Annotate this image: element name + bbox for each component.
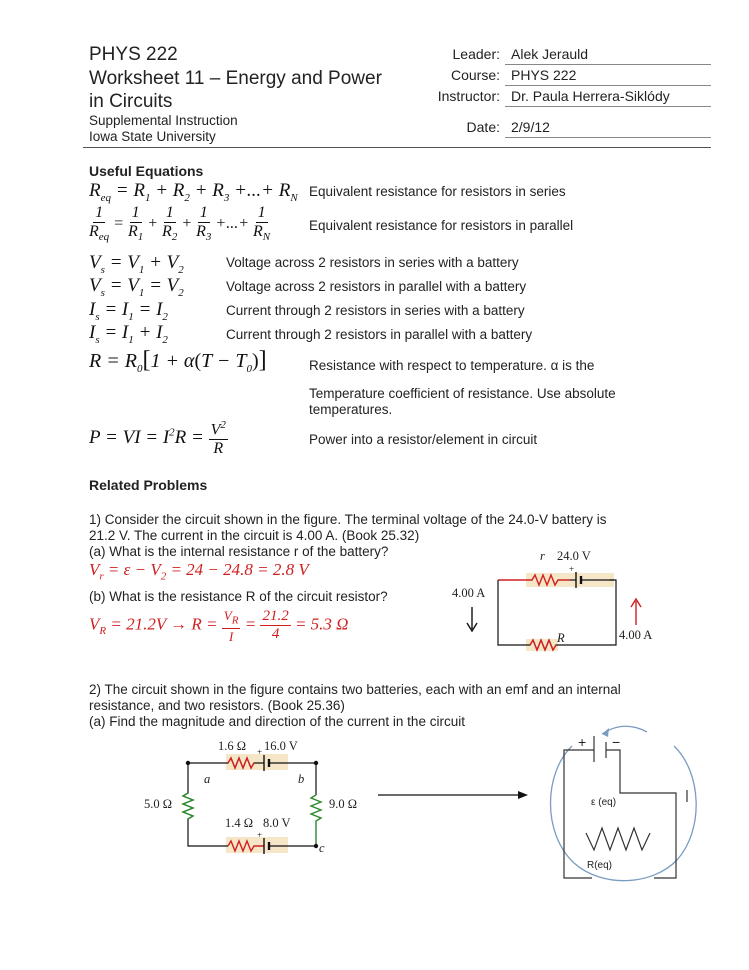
problem1-answer-b: $V_R = 21.2V \to R$ = $\frac{V_R}{I}$ = $\frac{21.2}{4}$ = 5.3 Ω bbox=[89, 608, 349, 644]
p2-fig-node-b: b bbox=[298, 772, 305, 786]
eq-desc-power: Power into a resistor/element in circuit bbox=[309, 432, 538, 447]
eq-desc-voltage-series: Voltage across 2 resistors in series with a battery bbox=[226, 255, 519, 270]
p1-fig-R-label: R bbox=[557, 631, 565, 645]
sketch-eps-eq: ε (eq) bbox=[591, 797, 617, 808]
eq-desc-voltage-parallel: Voltage across 2 resistors in parallel with a battery bbox=[226, 279, 527, 294]
course-value: PHYS 222 bbox=[511, 67, 577, 83]
worksheet-title-line1: Worksheet 11 – Energy and Power bbox=[89, 68, 382, 89]
date-value: 2/9/12 bbox=[511, 119, 550, 135]
problem1-line2: 21.2 V. The current in the circuit is 4.00 A. (Book 25.32) bbox=[89, 528, 420, 543]
problem1-part-b: (b) What is the resistance R of the circuit resistor? bbox=[89, 589, 388, 604]
p1-fig-current-left: 4.00 A bbox=[452, 586, 486, 600]
problem2-part-a: (a) Find the magnitude and direction of the current in the circuit bbox=[89, 714, 465, 729]
svg-text:+: + bbox=[257, 747, 263, 757]
sketch-r-eq: R(eq) bbox=[587, 860, 613, 871]
eq-desc-current-series: Current through 2 resistors in series with a battery bbox=[226, 303, 525, 318]
problem1-answer-a: $V_r = \varepsilon - V_2 = 24 - 24.8 = 2.8$ V bbox=[89, 560, 309, 583]
p2-fig-top-emf: 16.0 V bbox=[264, 739, 298, 753]
p1-fig-current-right: 4.00 A bbox=[619, 628, 653, 642]
eq-current-parallel: $I_s = I_1 + I_2$ bbox=[89, 322, 168, 346]
instructor-value: Dr. Paula Herrera-Siklódy bbox=[511, 88, 670, 104]
problem1-part-a: (a) What is the internal resistance r of the battery? bbox=[89, 544, 389, 559]
sketch-minus: − bbox=[612, 734, 621, 750]
eq-temperature-resistance: $R = R_0[1 + \alpha(T - T_0)]$ bbox=[89, 347, 267, 375]
eq-power: P = VI = $I^2R$ = $\frac{V^2}{R}$ bbox=[89, 419, 226, 458]
problem1-line1: 1) Consider the circuit shown in the figure. The terminal voltage of the 24.0-V battery is bbox=[89, 512, 607, 527]
p2-fig-node-a: a bbox=[204, 772, 211, 786]
eq-series-resistance: $R_{eq} = R_1 + R_2 + R_3$ +...+ $R_N$ bbox=[89, 180, 298, 204]
p2-fig-left-r: 5.0 Ω bbox=[144, 797, 173, 811]
date-label: Date: bbox=[466, 119, 500, 135]
leader-label: Leader: bbox=[452, 46, 500, 62]
problem2-line1: 2) The circuit shown in the figure contains two batteries, each with an emf and an internal bbox=[89, 682, 621, 697]
eq-desc-temp-2: Temperature coefficient of resistance. Use absolute bbox=[309, 386, 616, 401]
header-divider bbox=[83, 147, 711, 148]
p2-fig-bot-r: 1.4 Ω bbox=[225, 816, 254, 830]
problem2-line2: resistance, and two resistors. (Book 25.36) bbox=[89, 698, 345, 713]
sketch-plus: + bbox=[578, 734, 587, 750]
p2-fig-node-c: c bbox=[319, 841, 325, 855]
instructor-label: Instructor: bbox=[437, 88, 500, 104]
p1-fig-emf-label: 24.0 V bbox=[557, 549, 591, 563]
svg-text:+: + bbox=[257, 830, 263, 840]
eq-voltage-parallel: $V_s = V_1 = V_2$ bbox=[89, 275, 184, 299]
eq-parallel-resistance: $\frac{1}{R_{eq}}$ = $\frac{1}{R_1}$ + $\frac{1}{R_2}$ + $\frac{1}{R_3}$ +...+ $\frac{1}{R_N}$ bbox=[89, 204, 271, 244]
eq-desc-temp-1: Resistance with respect to temperature. α is the bbox=[309, 358, 595, 373]
right-arrow-icon bbox=[378, 789, 528, 801]
eq-desc-series: Equivalent resistance for resistors in series bbox=[309, 184, 566, 199]
p1-fig-r-label: r bbox=[540, 549, 545, 563]
equations-heading: Useful Equations bbox=[89, 163, 204, 179]
p2-fig-bot-emf: 8.0 V bbox=[263, 816, 291, 830]
p2-fig-right-r: 9.0 Ω bbox=[329, 797, 358, 811]
leader-value: Alek Jerauld bbox=[511, 46, 589, 62]
eq-desc-temp-3: temperatures. bbox=[309, 402, 393, 417]
eq-current-series: $I_s = I_1 = I_2$ bbox=[89, 299, 168, 323]
svg-text:+: + bbox=[569, 564, 575, 574]
course-code: PHYS 222 bbox=[89, 44, 178, 65]
p2-fig-top-r: 1.6 Ω bbox=[218, 739, 247, 753]
problems-heading: Related Problems bbox=[89, 477, 208, 493]
worksheet-title-line2: in Circuits bbox=[89, 91, 173, 112]
subtitle-university: Iowa State University bbox=[89, 129, 216, 144]
equivalent-circuit-sketch bbox=[532, 718, 712, 888]
subtitle-si: Supplemental Instruction bbox=[89, 113, 238, 128]
eq-desc-current-parallel: Current through 2 resistors in parallel with a battery bbox=[226, 327, 533, 342]
eq-desc-parallel: Equivalent resistance for resistors in parallel bbox=[309, 218, 574, 233]
course-label: Course: bbox=[450, 67, 500, 83]
eq-voltage-series: $V_s = V_1 + V_2$ bbox=[89, 252, 184, 276]
